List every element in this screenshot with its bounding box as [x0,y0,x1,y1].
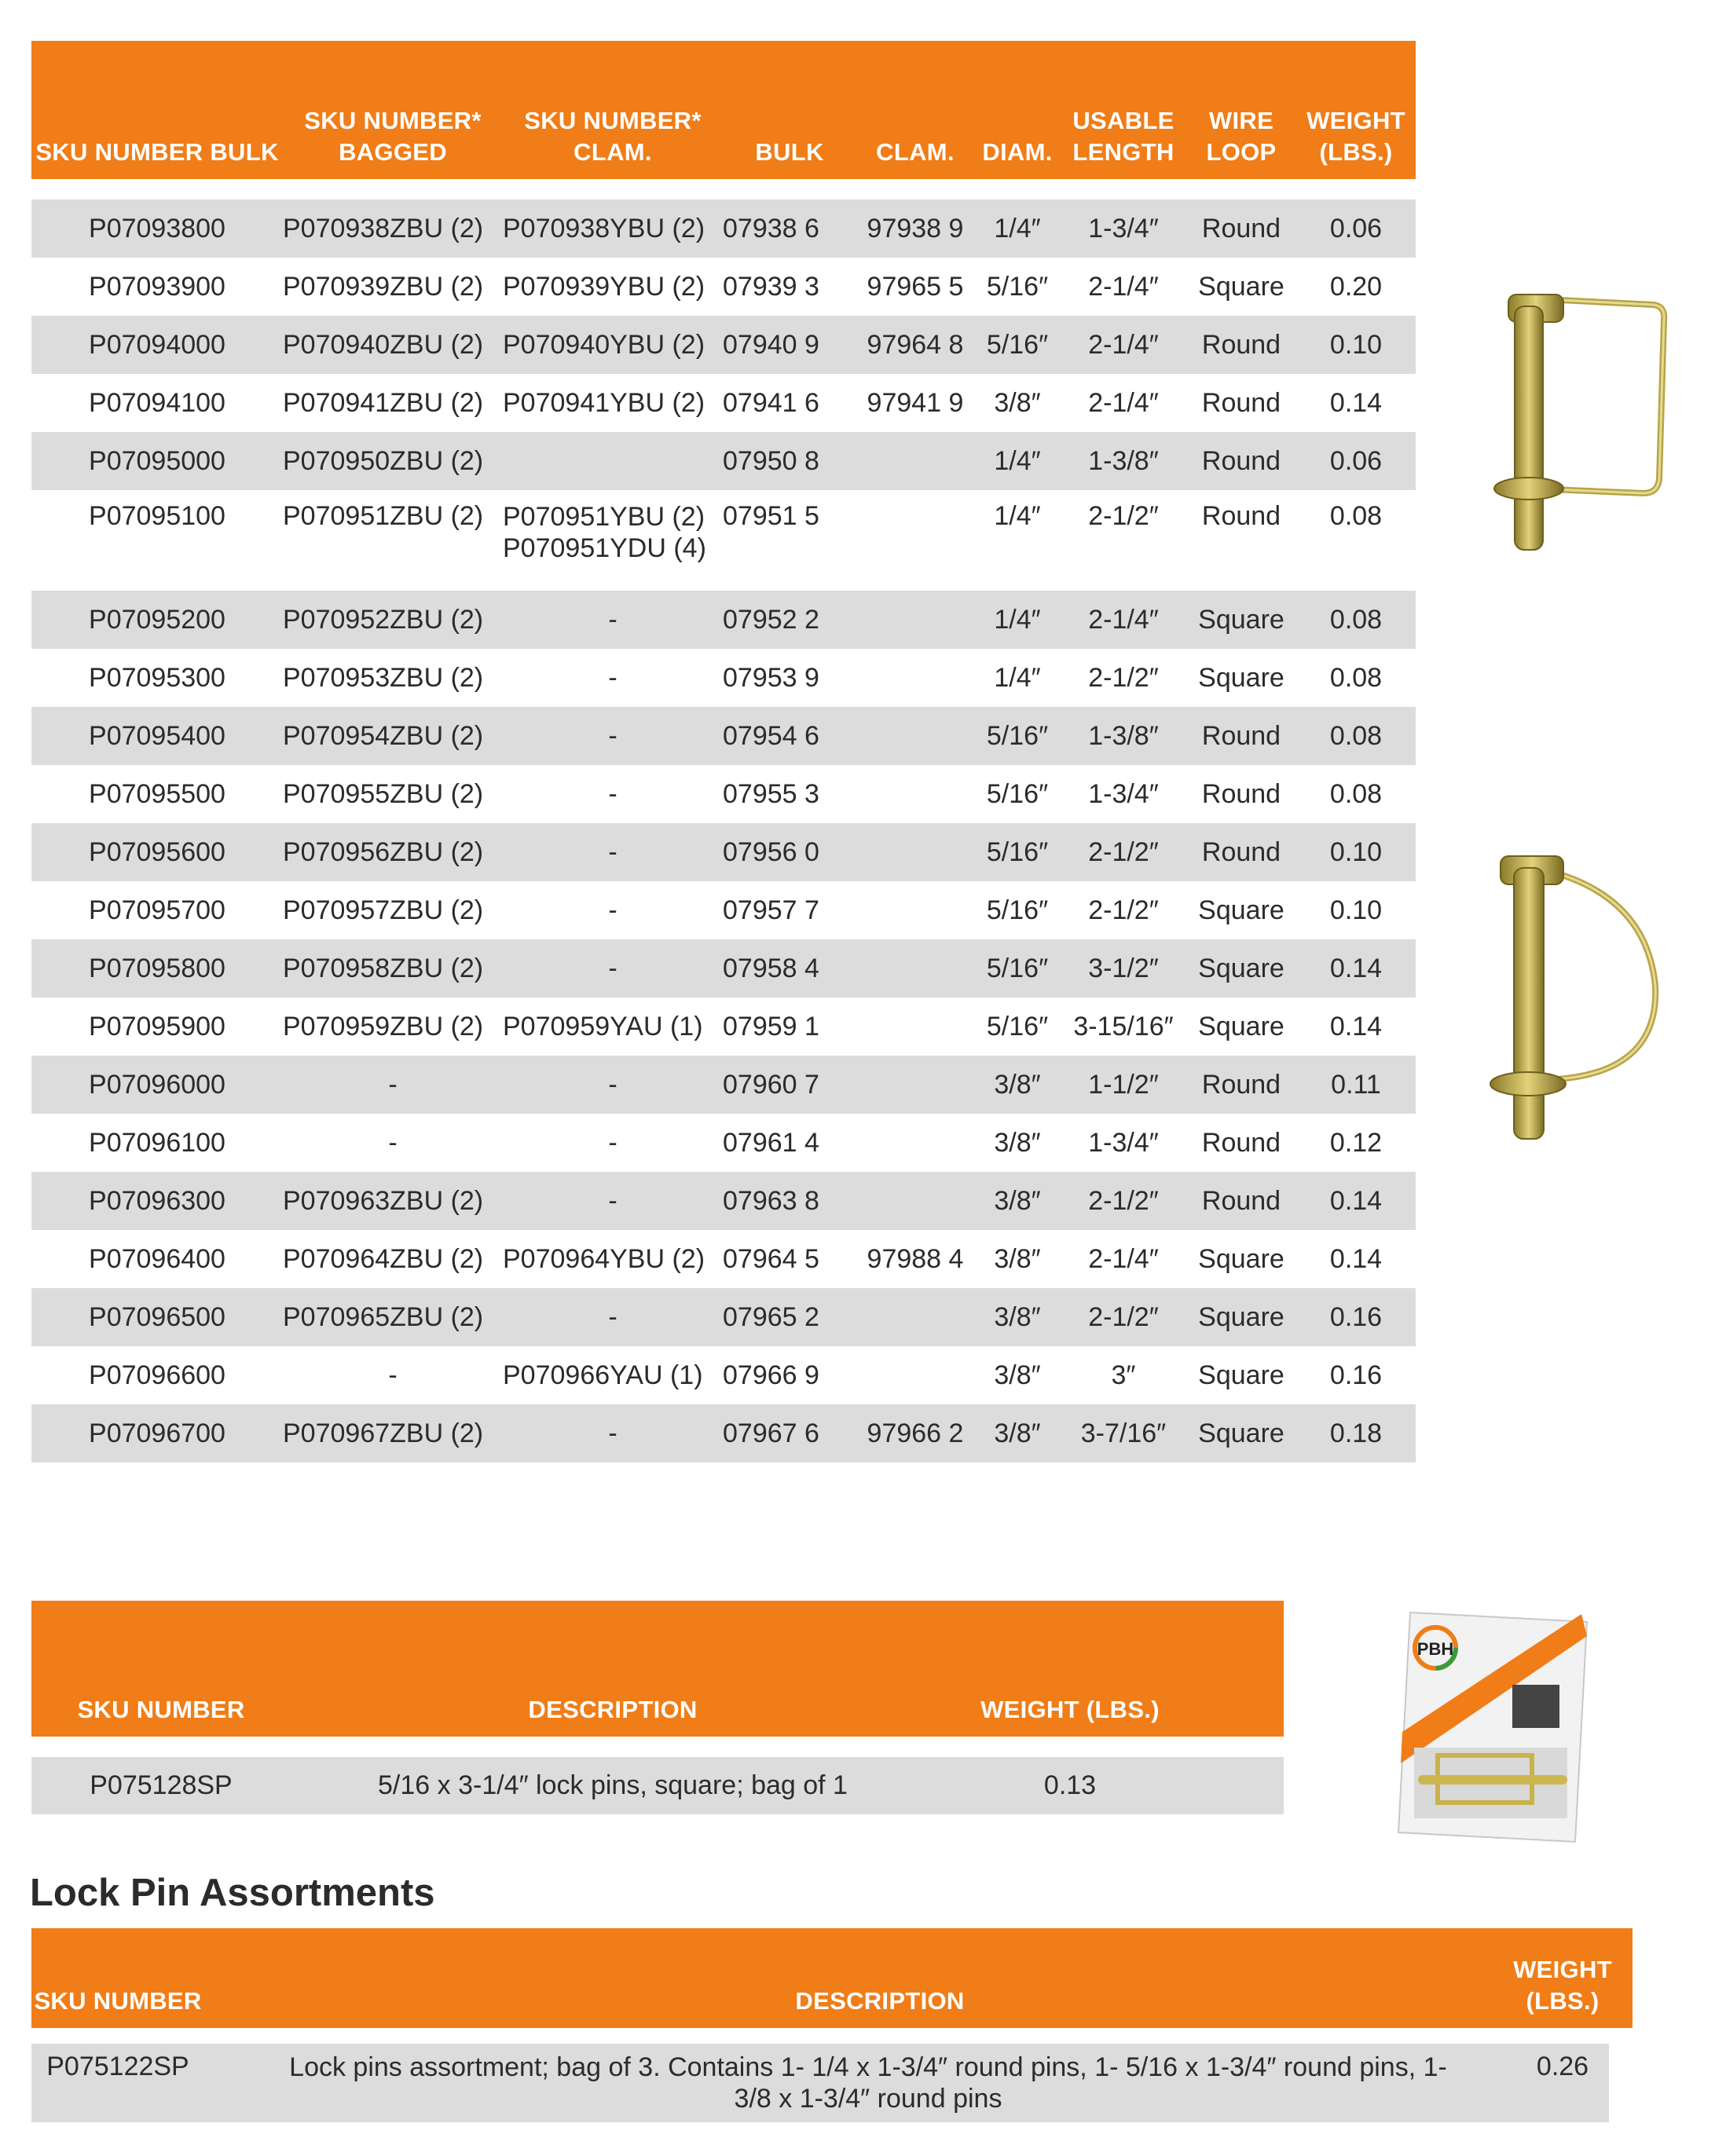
usable-length-cell: 2-1/2″ [1088,836,1159,867]
diam-cell: 3/8″ [994,1360,1041,1390]
clam-upc-cell [856,1114,974,1172]
bulk-upc-cell: 07954 6 [723,720,819,751]
sku-bulk-cell: P07093800 [89,213,225,243]
sku-clam-cell: - [608,1069,617,1100]
weight-cell: 0.18 [1329,1418,1383,1448]
diam-cell: 1/4″ [994,445,1041,476]
bulk-upc-cell: 07952 2 [723,604,819,635]
bulk-upc-cell: 07966 9 [723,1360,819,1390]
weight-cell: 0.14 [1329,1185,1383,1216]
table-row [31,490,1416,591]
wire-loop-cell: Square [1198,1418,1284,1448]
sku-bagged-cell: P070956ZBU (2) [283,836,484,867]
sku-bulk-cell: P07095400 [89,720,225,751]
diam-cell: 3/8″ [994,1301,1041,1332]
weight-cell: 0.10 [1329,329,1383,360]
clam-upc-cell [856,881,974,939]
table-row [31,1288,1416,1346]
sku-bulk-cell: P07096400 [89,1243,225,1274]
usable-length-cell: 2-1/4″ [1088,329,1159,360]
table-row [31,1757,1284,1814]
bulk-upc-cell: 07938 6 [723,213,819,243]
diam-cell: 5/16″ [986,953,1049,983]
weight-cell: 0.08 [1329,662,1383,693]
usable-length-cell: 1-3/8″ [1088,445,1159,476]
diam-cell: 3/8″ [994,1243,1041,1274]
table-row [31,1230,1416,1288]
table-row [31,374,1416,432]
clam-upc-cell [856,707,974,765]
sku-clam-cell: - [608,720,617,751]
clam-upc-cell [856,1346,974,1404]
diam-cell: 5/16″ [986,1011,1049,1041]
diam-cell: 3/8″ [994,1069,1041,1100]
usable-length-cell: 2-1/2″ [1088,1301,1159,1332]
sku-bulk-cell: P07095700 [89,895,225,925]
diam-cell: 1/4″ [994,501,1041,531]
sku-cell: P075122SP [31,2044,267,2122]
sku-bulk-cell: P07093900 [89,271,225,302]
usable-length-cell: 2-1/4″ [1088,604,1159,635]
usable-length-cell: 1-3/4″ [1088,213,1159,243]
round-lock-pin-image [1449,844,1677,1151]
table-row [31,432,1416,490]
weight-cell: 0.08 [1329,720,1383,751]
clam-upc-cell: 97965 5 [867,271,964,302]
header-wire-loop: WIRE LOOP [1206,107,1277,166]
diam-cell: 5/16″ [986,836,1049,867]
weight-cell: 0.08 [1329,501,1383,531]
sku-bulk-cell: P07095000 [89,445,225,476]
wire-loop-cell: Round [1201,1185,1281,1216]
weight-cell: 0.11 [1331,1069,1381,1100]
wire-loop-cell: Square [1198,1360,1284,1390]
diam-cell: 1/4″ [994,213,1041,243]
usable-length-cell: 3-15/16″ [1073,1011,1174,1041]
weight-cell: 0.20 [1329,271,1383,302]
wire-loop-cell: Square [1198,895,1284,925]
table-row [31,707,1416,765]
diam-cell: 1/4″ [994,662,1041,693]
diam-cell: 3/8″ [994,1185,1041,1216]
diam-cell: 3/8″ [994,1418,1041,1448]
table-row [31,997,1416,1056]
bulk-upc-cell: 07956 0 [723,836,819,867]
usable-length-cell: 2-1/4″ [1088,1243,1159,1274]
sku-bagged-cell: P070957ZBU (2) [283,895,484,925]
bulk-upc-cell: 07961 4 [723,1127,819,1158]
bulk-upc-cell: 07953 9 [723,662,819,693]
sku-bulk-cell: P07095100 [89,501,225,531]
sku-bagged-cell: P070955ZBU (2) [283,778,484,809]
sku-clam-cell: - [608,1185,617,1216]
sku-bulk-cell: P07094100 [89,387,225,418]
single-pack-table [31,1601,1284,1814]
sku-bulk-cell: P07095300 [89,662,225,693]
sku-clam-cell: - [608,836,617,867]
sku-clam-cell: P070964YBU (2) [503,1243,705,1274]
bulk-upc-cell: 07940 9 [723,329,819,360]
sku-bulk-cell: P07096300 [89,1185,225,1216]
table-row [31,1404,1416,1462]
weight-cell: 0.14 [1329,953,1383,983]
weight-cell: 0.08 [1329,778,1383,809]
table-row [31,1172,1416,1230]
clam-upc-cell: 97938 9 [867,213,964,243]
sku-clam-cell: - [608,604,617,635]
sku-bagged-cell: - [388,1127,398,1158]
usable-length-cell: 2-1/2″ [1088,895,1159,925]
sku-clam-cell: P070959YAU (1) [503,1011,703,1041]
clam-upc-cell [856,823,974,881]
bulk-upc-cell: 07950 8 [723,445,819,476]
sku-bulk-cell: P07096000 [89,1069,225,1100]
sku-clam-cell [503,432,723,490]
wire-loop-cell: Round [1201,836,1281,867]
header-weight: WEIGHT (LBS.) [1306,107,1405,166]
sku-clam-cell: - [608,895,617,925]
bulk-upc-cell: 07963 8 [723,1185,819,1216]
bulk-upc-cell: 07965 2 [723,1301,819,1332]
table-row [31,649,1416,707]
sku-bulk-cell: P07095600 [89,836,225,867]
bulk-upc-cell: 07960 7 [723,1069,819,1100]
clam-upc-cell [856,591,974,649]
sku-bagged-cell: P070958ZBU (2) [283,953,484,983]
wire-loop-cell: Square [1198,271,1284,302]
sku-clam-cell: P070939YBU (2) [503,271,705,302]
clam-upc-cell [856,1288,974,1346]
bulk-upc-cell: 07967 6 [723,1418,819,1448]
sku-clam-cell: P070966YAU (1) [503,1360,703,1390]
usable-length-cell: 2-1/2″ [1088,662,1159,693]
usable-length-cell: 1-3/4″ [1088,1127,1159,1158]
diam-cell: 3/8″ [994,387,1041,418]
wire-loop-cell: Round [1201,387,1281,418]
usable-length-cell: 1-3/8″ [1088,720,1159,751]
header-description: DESCRIPTION [795,1987,965,2015]
table-row [31,1346,1416,1404]
sku-cell: P075128SP [90,1770,233,1800]
usable-length-cell: 2-1/2″ [1088,1185,1159,1216]
diam-cell: 3/8″ [994,1127,1041,1158]
header-sku-bagged: SKU NUMBER* BAGGED [304,107,482,166]
table-row [31,258,1416,316]
lock-pin-spec-table [31,41,1416,1462]
header-description: DESCRIPTION [528,1696,698,1723]
sku-bagged-cell: P070964ZBU (2) [283,1243,484,1274]
bulk-upc-cell: 07964 5 [723,1243,819,1274]
sku-bulk-cell: P07096700 [89,1418,225,1448]
header-sku-number: SKU NUMBER [77,1696,245,1723]
weight-cell: 0.10 [1329,836,1383,867]
table-row [31,881,1416,939]
clam-upc-cell: 97966 2 [867,1418,964,1448]
header-diam: DIAM. [982,138,1053,166]
diam-cell: 5/16″ [986,329,1049,360]
header-clam: CLAM. [876,138,955,166]
bulk-upc-cell: 07951 5 [723,501,819,531]
sku-bagged-cell: P070959ZBU (2) [283,1011,484,1041]
diam-cell: 5/16″ [986,778,1049,809]
wire-loop-cell: Square [1198,953,1284,983]
usable-length-cell: 2-1/4″ [1088,387,1159,418]
table-row [31,1114,1416,1172]
sku-clam-cell: - [608,953,617,983]
weight-cell: 0.10 [1329,895,1383,925]
header-bulk: BULK [755,138,824,166]
sku-clam-cell: - [608,662,617,693]
weight-cell: 0.16 [1329,1360,1383,1390]
wire-loop-cell: Square [1198,1011,1284,1041]
diam-cell: 1/4″ [994,604,1041,635]
wire-loop-cell: Round [1201,778,1281,809]
header-sku-bulk: SKU NUMBER BULK [35,138,279,166]
table-row [31,939,1416,997]
clam-upc-cell: 97941 9 [867,387,964,418]
table-row [31,765,1416,823]
table-row [31,199,1416,258]
sku-bagged-cell: P070954ZBU (2) [283,720,484,751]
header-weight: WEIGHT (LBS.) [1513,1956,1612,2015]
clam-upc-cell [856,997,974,1056]
sku-bagged-cell: - [388,1069,398,1100]
wire-loop-cell: Square [1198,1301,1284,1332]
clam-upc-cell [856,490,974,591]
sku-bagged-cell: P070952ZBU (2) [283,604,484,635]
weight-cell: 0.12 [1329,1127,1383,1158]
sku-bulk-cell: P07096600 [89,1360,225,1390]
sku-clam-cell: P070941YBU (2) [503,387,705,418]
sku-bagged-cell: P070939ZBU (2) [283,271,484,302]
sku-bagged-cell: P070963ZBU (2) [283,1185,484,1216]
clam-upc-cell [856,432,974,490]
bulk-upc-cell: 07959 1 [723,1011,819,1041]
sku-bagged-cell: P070941ZBU (2) [283,387,484,418]
table-row [31,591,1416,649]
sku-bulk-cell: P07096500 [89,1301,225,1332]
clam-upc-cell: 97988 4 [867,1243,964,1274]
bulk-upc-cell: 07957 7 [723,895,819,925]
table-body [31,179,1416,1462]
wire-loop-cell: Round [1201,501,1281,531]
table-row [31,1056,1416,1114]
wire-loop-cell: Square [1198,604,1284,635]
package-image [1387,1598,1599,1850]
usable-length-cell: 3-7/16″ [1080,1418,1167,1448]
sku-bagged-cell: P070953ZBU (2) [283,662,484,693]
wire-loop-cell: Square [1198,1243,1284,1274]
usable-length-cell: 3-1/2″ [1088,953,1159,983]
clam-upc-cell [856,1056,974,1114]
sku-clam-cell: - [608,1301,617,1332]
clam-upc-cell [856,765,974,823]
header-sku-number: SKU NUMBER [34,1987,202,2015]
sku-clam-cell: P070951YBU (2) P070951YDU (4) [503,502,706,563]
sku-clam-cell: - [608,1127,617,1158]
wire-loop-cell: Round [1201,1069,1281,1100]
sku-bagged-cell: P070940ZBU (2) [283,329,484,360]
sku-clam-cell: P070938YBU (2) [503,213,705,243]
clam-upc-cell [856,649,974,707]
sku-clam-cell: - [608,1418,617,1448]
sku-bulk-cell: P07096100 [89,1127,225,1158]
bulk-upc-cell: 07939 3 [723,271,819,302]
bulk-upc-cell: 07955 3 [723,778,819,809]
header-usable-length: USABLE LENGTH [1072,107,1174,166]
weight-cell: 0.06 [1329,445,1383,476]
diam-cell: 5/16″ [986,271,1049,302]
sku-bagged-cell: P070951ZBU (2) [283,501,484,531]
sku-bagged-cell: P070965ZBU (2) [283,1301,484,1332]
usable-length-cell: 1-1/2″ [1088,1069,1159,1100]
sku-bulk-cell: P07095800 [89,953,225,983]
usable-length-cell: 2-1/4″ [1088,271,1159,302]
usable-length-cell: 1-3/4″ [1088,778,1159,809]
usable-length-cell: 3″ [1111,1360,1136,1390]
sku-bulk-cell: P07094000 [89,329,225,360]
weight-cell: 0.13 [1043,1770,1097,1800]
wire-loop-cell: Round [1201,329,1281,360]
weight-cell: 0.26 [1493,2044,1633,2122]
diam-cell: 5/16″ [986,720,1049,751]
table-header-row [31,1928,1633,2028]
weight-cell: 0.14 [1329,1011,1383,1041]
wire-loop-cell: Round [1201,720,1281,751]
sku-bagged-cell: P070950ZBU (2) [283,445,484,476]
square-lock-pin-image [1453,283,1681,558]
sku-bagged-cell: - [388,1360,398,1390]
sku-bulk-cell: P07095900 [89,1011,225,1041]
table-header-row [31,41,1416,179]
header-weight: WEIGHT (LBS.) [980,1696,1160,1723]
sku-clam-cell: - [608,778,617,809]
weight-cell: 0.16 [1329,1301,1383,1332]
table-row [31,823,1416,881]
sku-bagged-cell: P070967ZBU (2) [283,1418,484,1448]
weight-cell: 0.14 [1329,387,1383,418]
wire-loop-cell: Square [1198,662,1284,693]
clam-upc-cell [856,939,974,997]
weight-cell: 0.14 [1329,1243,1383,1274]
sku-bulk-cell: P07095500 [89,778,225,809]
assortments-title: Lock Pin Assortments [30,1872,435,1914]
clam-upc-cell: 97964 8 [867,329,964,360]
header-sku-clam: SKU NUMBER* CLAM. [524,107,702,166]
wire-loop-cell: Round [1201,445,1281,476]
clam-upc-cell [856,1172,974,1230]
table-row [31,2044,1633,2122]
diam-cell: 5/16″ [986,895,1049,925]
bulk-upc-cell: 07958 4 [723,953,819,983]
weight-cell: 0.08 [1329,604,1383,635]
sku-clam-cell: P070940YBU (2) [503,329,705,360]
description-cell: 5/16 x 3-1/4″ lock pins, square; bag of 1 [378,1770,848,1800]
wire-loop-cell: Round [1201,1127,1281,1158]
package-logo: PBH [1416,1639,1454,1659]
sku-bagged-cell: P070938ZBU (2) [283,213,484,243]
usable-length-cell: 2-1/2″ [1088,501,1159,531]
weight-cell: 0.06 [1329,213,1383,243]
table-header-row [31,1601,1284,1737]
wire-loop-cell: Round [1201,213,1281,243]
sku-bulk-cell: P07095200 [89,604,225,635]
table-row [31,316,1416,374]
description-cell: Lock pins assortment; bag of 3. Contains 1- 1/4 x 1-3/4″ round pins, 1- 5/16 x 1-3/4″ round pins, 1- 3/8 x 1-3/4″ round pins [267,2044,1493,2122]
bulk-upc-cell: 07941 6 [723,387,819,418]
assortments-table [31,1928,1633,2122]
